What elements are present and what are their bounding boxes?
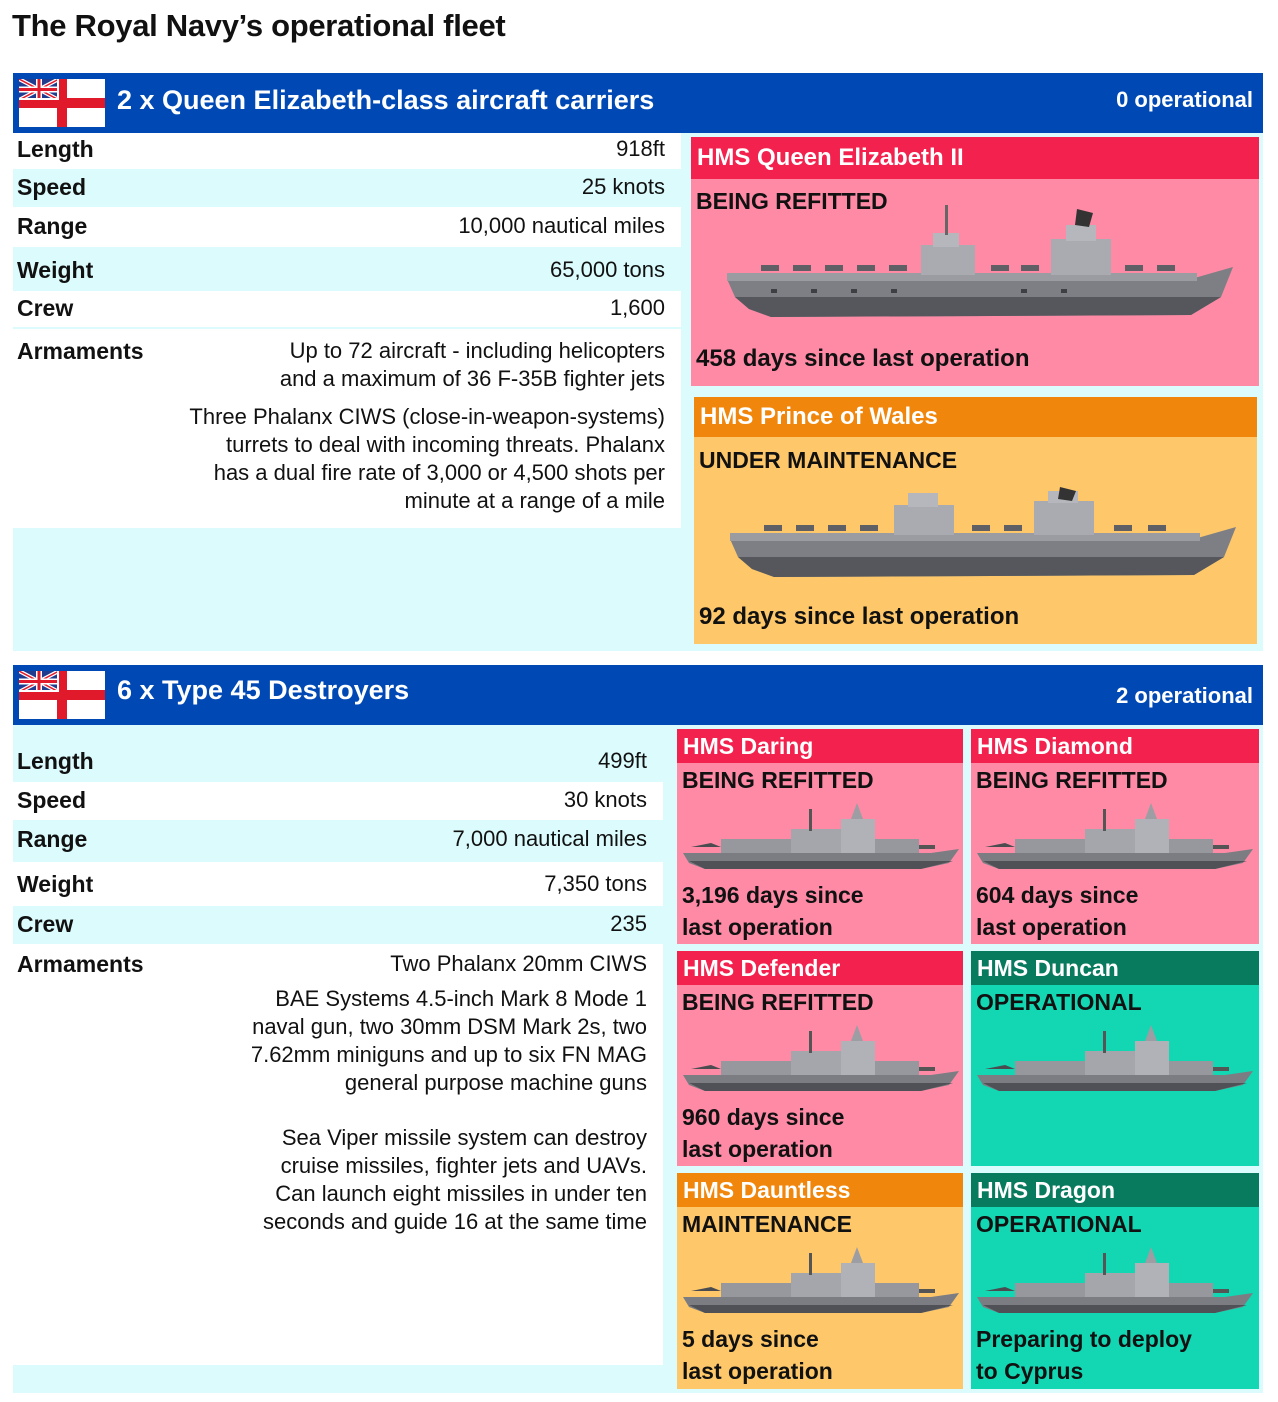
ship-card-defender [677,951,963,1166]
spec-label: Range [17,213,88,239]
ship-name: HMS Queen Elizabeth II [691,137,1259,179]
destroyers-operational-count: 2 operational [1116,683,1253,708]
spec-value: 235 [610,911,647,936]
ship-card-prince-of-wales [694,397,1257,644]
destroyer-icon [681,803,961,880]
spec-label: Speed [17,174,87,200]
ship-card-duncan [971,951,1259,1166]
carriers-header [13,73,1263,133]
spec-value: 65,000 tons [550,257,665,282]
aircraft-carrier-icon [721,205,1241,329]
spec-value: 30 knots [563,787,647,812]
spec-row-speed [13,169,681,207]
armaments-block [13,944,663,1365]
armament-text: Up to 72 aircraft - including helicopters and a maximum of 36 F-35B fighter jets [279,338,665,391]
spec-value: 918ft [616,136,665,161]
destroyers-header [13,665,1263,725]
armaments-label: Armaments [17,338,144,364]
ship-days-since-operation: 5 days since last operation [682,1326,833,1384]
destroyer-icon [975,1247,1255,1324]
spec-value: 25 knots [581,174,665,199]
armament-text: Two Phalanx 20mm CIWS [390,951,647,976]
white-ensign-icon [19,671,105,719]
ship-status: MAINTENANCE [682,1211,852,1237]
armaments-label: Armaments [17,951,144,977]
ship-days-since-operation: 92 days since last operation [699,603,1020,630]
ship-name: HMS Duncan [971,951,1259,985]
spec-row-length [13,741,663,781]
carriers-section [13,73,1263,651]
ship-days-since-operation: 3,196 days since last operation [682,882,864,940]
ship-days-since-operation: 458 days since last operation [696,345,1030,372]
armament-text: Three Phalanx CIWS (close-in-weapon-systems) turrets to deal with incoming threats. Phalanx has a dual fire rate of 3,000 or 4,500 shots per minute at a range of a mile [189,404,665,513]
ship-name: HMS Dragon [971,1173,1259,1207]
ship-card-diamond [971,729,1259,944]
destroyers-section [13,665,1263,1393]
armament-text: BAE Systems 4.5-inch Mark 8 Mode 1 naval gun, two 30mm DSM Mark 2s, two 7.62mm miniguns and up to six FN MAG general purpose machine guns [250,986,647,1095]
spec-label: Length [17,136,94,162]
ship-card-daring [677,729,963,944]
ship-status: OPERATIONAL [976,989,1142,1015]
destroyers-title: 6 x Type 45 Destroyers [117,675,410,705]
destroyer-icon [681,1025,961,1102]
spec-row-crew [13,906,663,942]
carriers-operational-count: 0 operational [1116,87,1253,112]
spec-value: 499ft [598,748,647,773]
spec-row-crew [13,291,681,327]
spec-value: 7,000 nautical miles [452,826,647,851]
destroyer-icon [975,1025,1255,1102]
destroyer-icon [681,1247,961,1324]
ship-card-dragon [971,1173,1259,1389]
spec-value: 7,350 tons [544,871,647,896]
ship-card-queen-elizabeth [691,137,1259,386]
spec-label: Speed [17,787,87,813]
ship-name: HMS Prince of Wales [694,397,1257,437]
spec-label: Range [17,826,88,852]
ship-status: BEING REFITTED [682,989,874,1015]
spec-row-range [13,207,681,247]
ship-name: HMS Daring [677,729,963,763]
spec-label: Weight [17,871,94,897]
ship-name: HMS Dauntless [677,1173,963,1207]
ship-days-since-operation: Preparing to deploy to Cyprus [976,1326,1192,1384]
spec-value: 10,000 nautical miles [458,213,665,238]
spec-row-range [13,820,663,860]
ship-status: BEING REFITTED [976,767,1168,793]
spec-label: Crew [17,295,74,321]
white-ensign-icon [19,79,105,127]
ship-days-since-operation: 604 days since last operation [976,882,1139,940]
spec-row-speed [13,782,663,820]
ship-status: BEING REFITTED [696,188,888,214]
ship-status: BEING REFITTED [682,767,874,793]
ship-status: OPERATIONAL [976,1211,1142,1237]
page-title: The Royal Navy’s operational fleet [12,8,506,43]
spec-label: Length [17,748,94,774]
destroyer-icon [975,803,1255,880]
carriers-title: 2 x Queen Elizabeth-class aircraft carriers [117,85,655,115]
aircraft-carrier-icon [724,487,1244,583]
ship-status: UNDER MAINTENANCE [699,447,958,473]
armament-text: Sea Viper missile system can destroy cruise missiles, fighter jets and UAVs. Can launch eight missiles in under ten seconds and guide 16 at the same time [262,1125,647,1234]
spec-row-weight [13,862,663,906]
spec-row-weight [13,247,681,291]
ship-days-since-operation: 960 days since last operation [682,1104,845,1162]
armaments-block [13,329,681,528]
ship-name: HMS Diamond [971,729,1259,763]
ship-name: HMS Defender [677,951,963,985]
ship-card-dauntless [677,1173,963,1389]
spec-label: Weight [17,257,94,283]
spec-label: Crew [17,911,74,937]
spec-row-length [13,133,681,169]
spec-value: 1,600 [609,295,665,320]
